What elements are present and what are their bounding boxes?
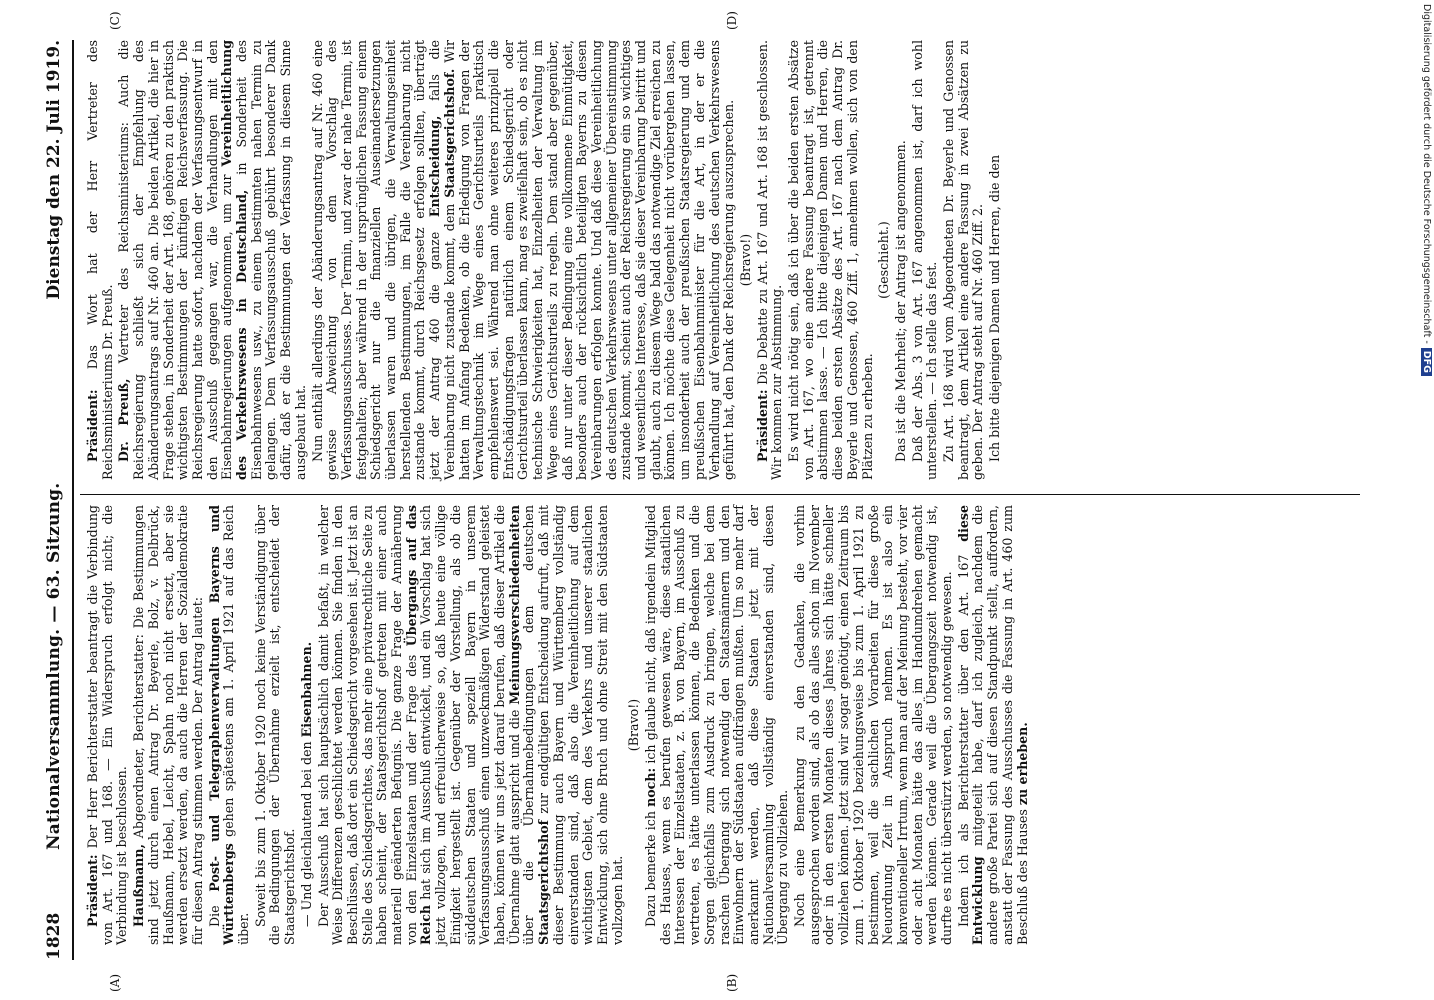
- header-title: Nationalversammlung. — 63. Sitzung.: [44, 482, 64, 850]
- paragraph-text: Die Debatte zu Art. 167 und Art. 168 ist geschlossen. Wir kommen zur Abstimmung.: [754, 40, 785, 480]
- bold-text: Staatsgerichtshof.: [441, 68, 457, 198]
- quote-text: — Und gleichlautend bei den: [298, 737, 314, 927]
- paragraph: Noch eine Bemerkung zu den Gedanken, die vorhin ausgesprochen worden sind, als ob das alles schon im November oder in den ersten Monaten dieses Jahres sich hätte schneller vollziehen können. Jetzt sind wir sogar genötigt, einen Zeitraum bis zum 1. Oktober 1920 beziehungsweise bis zum 1. April 1921 zu bestimmen, weil die sachlichen Vorarbeiten für diese große Neuordnung Zeit in Anspruch nehmen. Es ist also ein konventioneller Irrtum, wenn man auf der Meinung besteht, vor vier oder acht Monaten hätte das alles im Handumdrehen gemacht werden können. Gerade weil die Übergangszeit notwendig ist, durfte es nicht überstürzt werden, so notwendig gewesen.: [792, 505, 955, 945]
- margin-mark-c: (C): [108, 11, 122, 30]
- paragraph-text: Der Ausschuß hat sich hauptsächlich damit befaßt, in welcher Weise Differenzen geschlichtet werden können. Sie finden in den Beschlüssen, daß dort ein Schiedsgericht vorgesehen ist. Jetzt ist an Stelle des Schiedsgerichtes, das mehr eine privatrechtliche Seite zu haben scheint, der Staatsgerichtshof getreten mit einer auch materiell geänderten Befugnis. Die ganze Frage der Annäherung von den Einzelstaaten und der Frage des: [315, 505, 419, 945]
- paragraph: [86, 40, 115, 480]
- speaker-name: Dr. Preuß,: [116, 378, 132, 462]
- paragraph: [957, 505, 1031, 945]
- paragraph: Es wird nicht nötig sein, daß ich über die beiden ersten Absätze von Art. 167, wo eine andere Fassung beantragt ist, getrennt abstimmen lasse. — Ich bitte diejenigen Damen und Herren, die diese beiden ersten Absätze des Art. 167 nach dem Antrag Dr. Beyerle und Genossen, 460 Ziff. 1, annehmen wollen, sich von den Plätzen zu erheben.: [786, 40, 875, 480]
- paragraph: [117, 40, 308, 480]
- paragraph-text: Abgeordneter, Berichterstatter: Die Bestimmungen sind jetzt durch einen Antrag Dr. Beyerle, Bolz, v. Delbrück, Haußmann, Hebel, Leicht, Spahn noch nicht ersetzt, aber sie werden ersetzt werden, da auch die Herren der Sozialdemokratie für diesen Antrag stimmen werden. Der Antrag lautet:: [131, 505, 205, 945]
- bold-text: Vereinheitlichung des Verkehrswesens in Deutschland,: [219, 40, 250, 480]
- margin-mark-d: (D): [725, 11, 739, 30]
- speaker-name: Haußmann,: [131, 844, 147, 927]
- paragraph-text: Das Wort hat der Herr Vertreter des Reichsministeriums Dr. Preuß.: [85, 40, 115, 480]
- paragraph: [644, 505, 791, 945]
- paragraph-text: Nun enthält allerdings der Abänderungsantrag auf Nr. 460 eine gewisse Abweichung von dem Vorschlag des Verfassungsausschusses. Der Termin, und zwar der nahe Termin, ist festgehalten; aber während in der ursprünglichen Fassung einem Schiedsgericht nur die finanziellen Auseinandersetzungen überlassen waren und die übrigen, die Verwaltungseinheit herstellenden Bestimmungen, im Falle die Vereinbarung nicht zustande kommt, durch Reichsgesetz erfolgen sollten, überträgt jetzt der Antrag 460 die ganze: [309, 40, 443, 480]
- paragraph: Ich bitte diejenigen Damen und Herren, die den: [987, 154, 1003, 462]
- bold-text: zu erheben.: [1014, 722, 1030, 806]
- paragraph-text: falls die Vereinbarung nicht zustande kommt, dem: [427, 40, 457, 480]
- credit-text: Digitalisierung gefördert durch die Deutsche Forschungsgemeinschaft -: [1421, 4, 1432, 344]
- paragraph-text: in Sonderheit des Eisenbahnwesens usw., zu einem bestimmten nahen Termin zu gelangen. Dem Verfassungsausschuß gebührt besonderer Dank dafür, daß er die Bestimmungen der Verfassung in diesem Sinne ausgebaut hat.: [234, 40, 308, 480]
- paragraph-text: Vertreter des Reichsministeriums: Auch die Reichsregierung schließt sich der Empfehlung des Abänderungsantrags auf Nr. 460 an. Die beiden Artikel, die hier in Frage stehen, in Sonderheit der Art. 168, gehören zu den praktisch wichtigsten Bestimmungen der künftigen Reichsverfassung. Die Reichsregierung hatte sofort, nachdem der Verfassungsentwurf in den Ausschuß gegangen war, die Verhandlungen mit den Eisenbahnregierungen aufgenommen, um zur: [116, 40, 235, 480]
- quote: [208, 505, 252, 945]
- column-divider: [80, 494, 1360, 495]
- paragraph-text: mitgeteilt habe, darf ich zugleich, nachdem die andere große Partei sich auf diesen Standpunkt stellt, auffordern, anstatt der Fassung des Ausschusses die Fassung in Art. 460 zum Beschluß des Hauses: [970, 505, 1030, 945]
- paragraph: Zu Art. 168 wird vom Abgeordneten Dr. Beyerle und Genossen beantragt, dem Artikel eine andere Fassung in zwei Absätzen zu geben. Der Antrag steht auf Nr. 460 Ziff. 2.: [941, 40, 986, 480]
- speaker-name: Präsident:: [85, 389, 100, 462]
- page-number: 1828: [44, 912, 64, 960]
- paragraph: [86, 505, 130, 945]
- interjection: (Geschieht.): [876, 221, 892, 299]
- margin-mark-a: (A): [108, 973, 122, 992]
- bold-text: diese Entwicklung: [955, 505, 986, 945]
- right-column: [86, 40, 1005, 480]
- paragraph-text: Wir hatten im Anfang Bedenken, ob die Erledigung von Fragen der Verwaltungstechnik im Wege eines Gerichtsurteils praktisch empfehlenswert sei. Während man ohne weiteres prinzipiell die Entschädigungsfragen natürlich einem Schiedsgericht oder Gerichtsurteil überlassen kann, mag es zweifelhaft sein, ob es nicht technische Schwierigkeiten hat, Einzelheiten der Verwaltung im Wege eines Gerichtsurteils zu regeln. Dem stand aber gegenüber, daß nur unter dieser Bedingung eine vollkommene Einmütigkeit, besonders auch der rücksichtlich beteiligten Bayerns zu diesen Vereinbarungen erfolgen konnte. Und daß diese Vereinheitlichung des deutschen Verkehrswesens unter allgemeiner Übereinstimmung zustande kommt, scheint auch der Reichsregierung ein so wichtiges und wesentliches Interesse, daß sie dieser Vereinbarung beitritt und glaubt, auch zu diesem Wege bald das notwendige Ziel erreichen zu können. Ich möchte diese Gelegenheit nicht vorübergehen lassen, um insonderheit auch der preußischen Staatsregierung und dem preußischen Eisenbahnminister für die Art, in der er die Verhandlung auf Vereinheitlichung des deutschen Verkehrswesens geführt hat, den Dank der Reichsregierung auszusprechen.: [441, 40, 737, 480]
- dfg-logo-icon: DFG: [1421, 348, 1432, 376]
- header-rule: [72, 40, 74, 960]
- credit-line: [1412, 4, 1432, 994]
- interjection: (Bravo!): [626, 698, 642, 752]
- quote-text: gehen spätestens am 1. April 1921 auf das Reich über.: [221, 505, 252, 945]
- paragraph-text: zur endgültigen Entscheidung aufruft, daß mit dieser Bestimmung auch Bayern und Württemberg vollständig einverstanden sind, daß also die Vereinheitlichung auf dem wichtigsten Gebiet, dem des Verkehrs und unserer staatlichen Entwicklung, sich ohne Bruch und ohne Streit mit den Südstaaten vollzogen hat.: [536, 505, 625, 945]
- quote-bold: Post- und Telegraphenverwaltungen Bayerns und Württembergs: [206, 505, 237, 945]
- paragraph-text: Indem ich als Berichterstatter über den Art. 167: [955, 541, 971, 927]
- quote-bold: Eisenbahnen.: [298, 641, 314, 738]
- left-column: [86, 505, 1032, 945]
- bold-text: Übergangs auf das Reich: [403, 505, 434, 945]
- paragraph-text: ich glaube nicht, daß irgendein Mitglied des Hauses, wenn es berufen gewesen wäre, diese staatlichen Interessen der Einzelstaaten, z. B. von Bayern, im Ausschuß zu vertreten, es hätte unterlassen können, die Bedenken und die Sorgen gleichfalls zum Ausdruck zu bringen, welche bei dem raschen Übergang sich notwendig den Staatsmännern und den Einwohnern der Südstaaten aufdrängen mußten. Um so mehr darf anerkannt werden, daß diese Staaten jetzt mit der Nationalversammlung vollständig einverstanden sind, diesen Übergang zu vollziehen.: [643, 505, 791, 945]
- paragraph: [132, 505, 206, 945]
- paragraph-text: über die Übernahmebedingungen dem deutschen: [521, 505, 537, 945]
- bold-text: noch:: [643, 767, 659, 807]
- paragraph: Das ist die Mehrheit; der Antrag ist angenommen.: [892, 140, 908, 462]
- paragraph-text: Der Herr Berichterstatter beantragt die Verbindung von Art. 167 und 168. — Ein Widerspruch erfolgt nicht; die Verbindung ist beschlossen.: [85, 505, 130, 945]
- paragraph-text: hat sich im Ausschuß entwickelt, und ein Vorschlag hat sich jetzt vollzogen, und erfreulicherweise so, daß heute eine völlige Einigkeit hergestellt ist. Gegenüber der Vorstellung, als ob die süddeutschen Staaten und speziell Bayern in unserem Verfassungsausschuß einen unzweckmäßigen Widerstand geleistet haben, können wir uns jetzt darauf berufen, daß dieser Artikel die Übernahme glatt ausspricht und die: [418, 505, 522, 945]
- paragraph: [317, 505, 626, 945]
- header-date: Dienstag den 22. Juli 1919.: [44, 40, 64, 300]
- interjection: (Bravo!): [737, 233, 753, 287]
- speaker-name: Präsident:: [754, 389, 770, 462]
- quote-text: Die: [206, 891, 222, 927]
- paragraph-text: Dazu bemerke ich: [643, 806, 659, 927]
- margin-mark-b: (B): [725, 973, 739, 992]
- quote: Soweit bis zum 1. Oktober 1920 noch keine Verständigung über die Bedingungen der Übernahme erzielt ist, entscheidet der Staatsgerichtshof.: [252, 505, 298, 945]
- paragraph: Daß der Abs. 3 von Art. 167 angenommen ist, darf ich wohl unterstellen. — Ich stelle das fest.: [909, 40, 940, 480]
- page-header: [44, 40, 70, 960]
- paragraph: [756, 40, 785, 480]
- bold-text: Entscheidung,: [427, 115, 443, 218]
- bold-text: Meinungsverschiedenheiten: [506, 505, 522, 705]
- bold-text: Staatsgerichtshof: [536, 819, 552, 945]
- sidebar-credit: [1412, 4, 1434, 994]
- quote: [300, 505, 315, 945]
- speaker-name: Präsident:: [85, 854, 100, 927]
- paragraph: [311, 40, 737, 480]
